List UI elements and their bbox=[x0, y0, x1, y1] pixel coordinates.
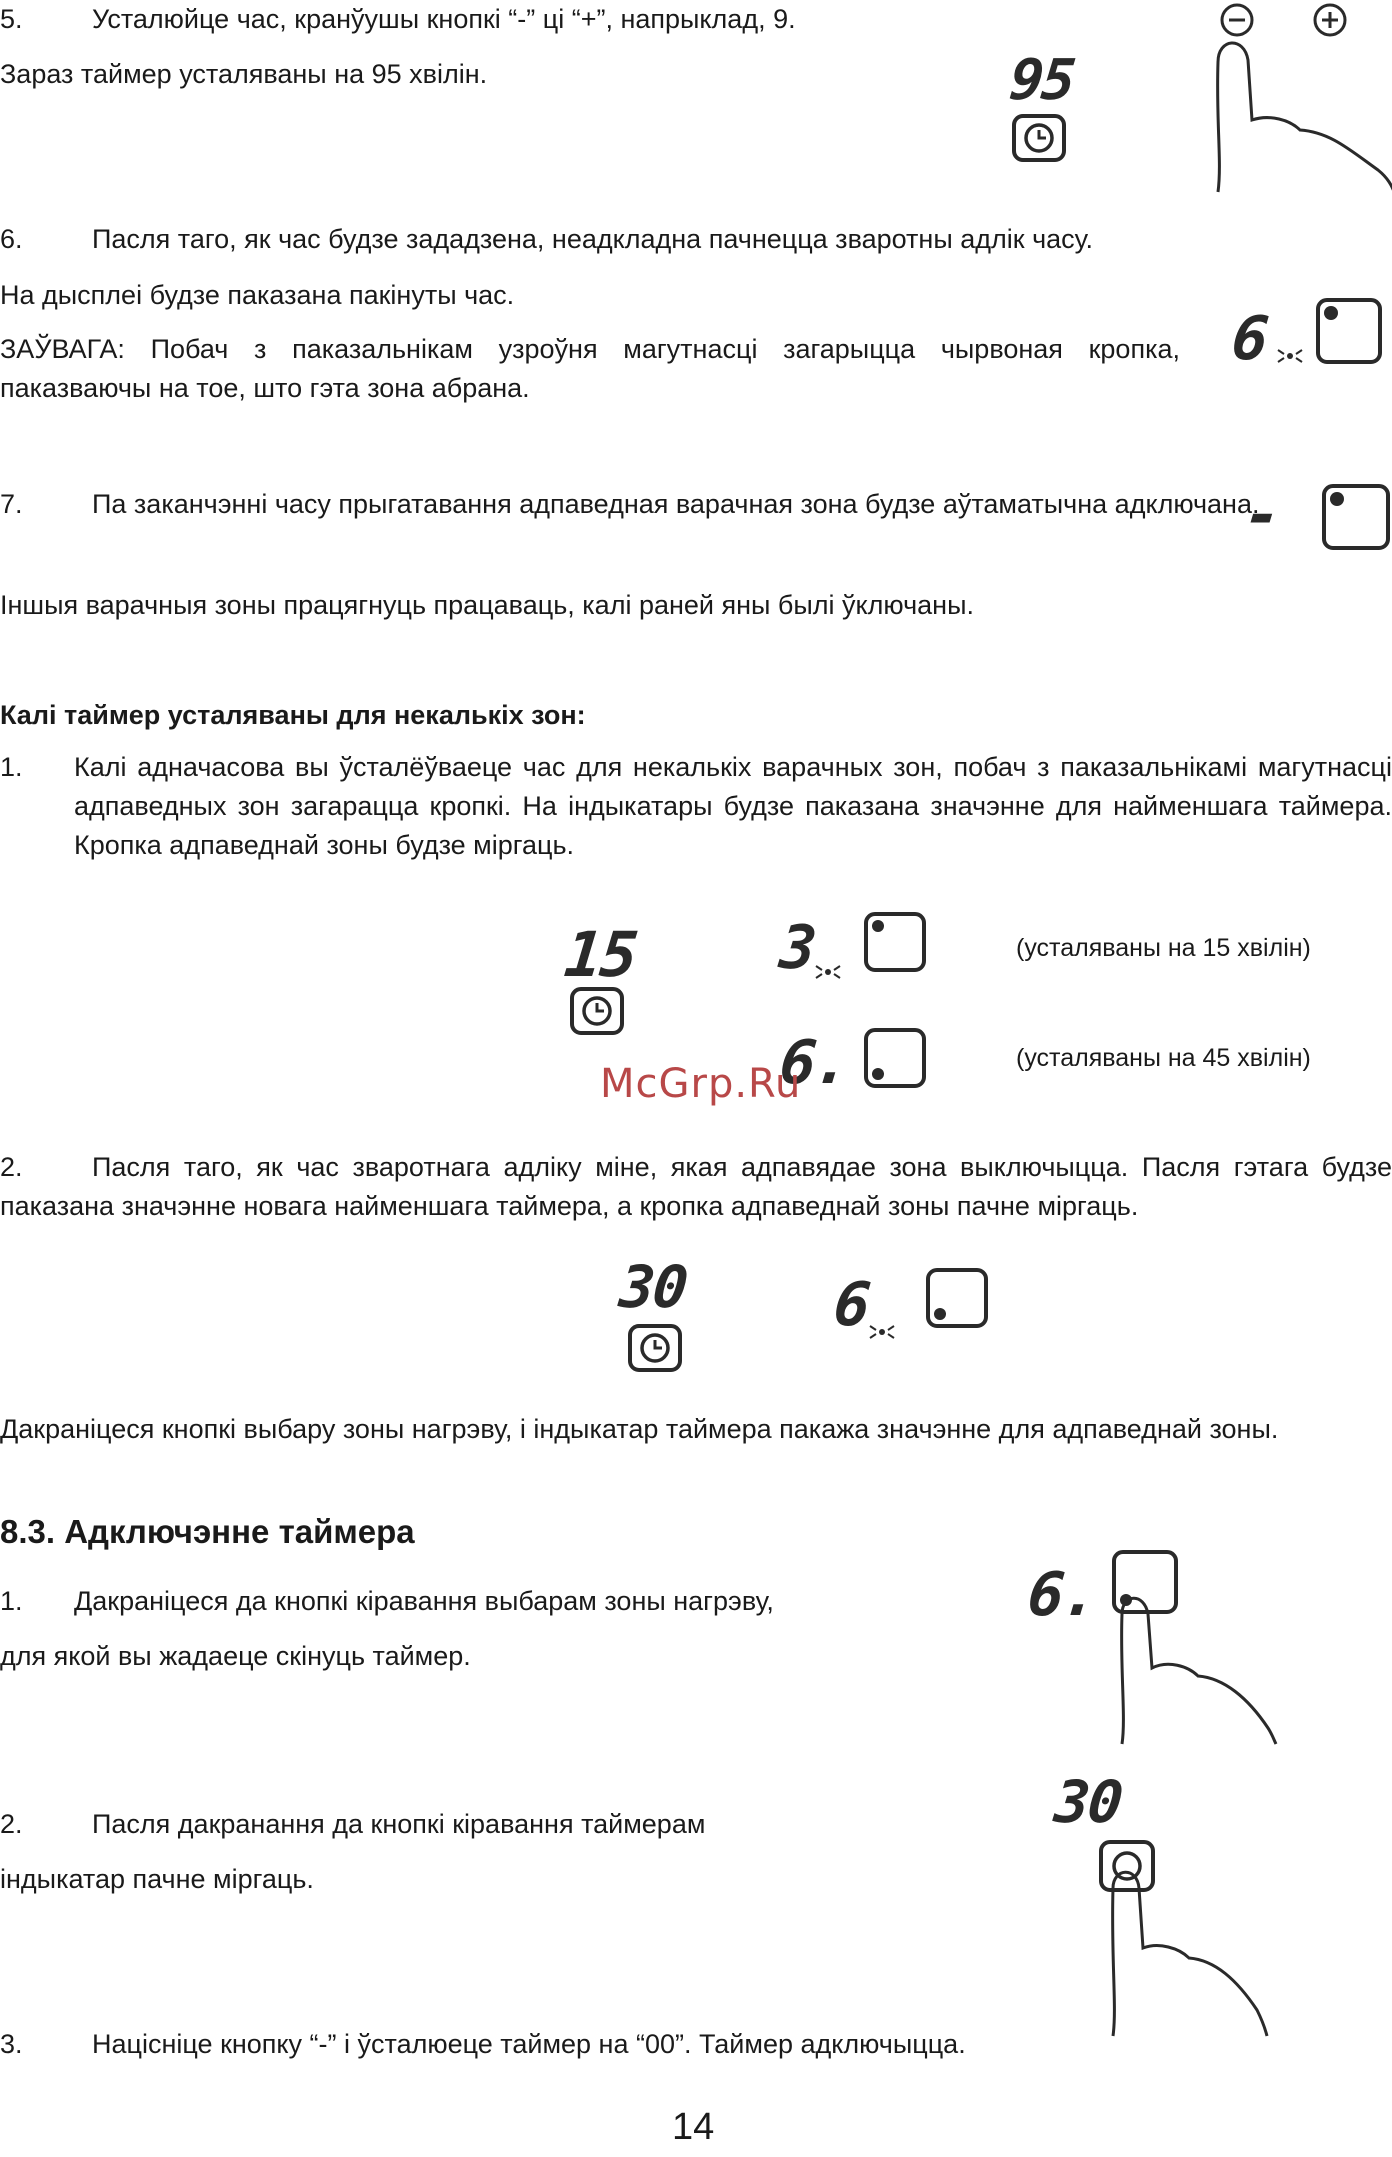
power-level-display: 6. bbox=[776, 1028, 852, 1098]
caption: (усталяваны на 45 хвілін) bbox=[1016, 1044, 1311, 1072]
step-number: 3. bbox=[0, 2029, 23, 2059]
paragraph: Зараз таймер усталяваны на 95 хвілін. bbox=[0, 59, 488, 89]
zone-square-icon bbox=[1320, 482, 1392, 552]
section-title: 8.3. Адключэнне таймера bbox=[0, 1513, 415, 1550]
paragraph: Пасля таго, як час будзе зададзена, неадкладна пачнецца зваротны адлік часу. bbox=[92, 224, 1093, 254]
clock-icon bbox=[568, 985, 628, 1037]
pointing-hand-icon bbox=[1095, 1838, 1270, 2038]
step-number: 1. bbox=[0, 752, 23, 782]
pointing-hand-icon bbox=[1108, 1548, 1278, 1746]
paragraph: Пасля дакранання да кнопкі кіравання таймерам bbox=[92, 1809, 706, 1839]
paragraph: Дакраніцеся да кнопкі кіравання выбарам зоны нагрэву, bbox=[74, 1586, 774, 1616]
step-number: 1. bbox=[0, 1586, 23, 1616]
paragraph: для якой вы жадаеце скінуць таймер. bbox=[0, 1641, 471, 1671]
page-number: 14 bbox=[672, 2106, 715, 2148]
step-number: 2. bbox=[0, 1809, 23, 1839]
blinking-dot-icon bbox=[862, 1310, 902, 1340]
paragraph: На дысплеі будзе паказана пакінуты час. bbox=[0, 280, 515, 310]
blinking-dot-icon bbox=[1270, 330, 1310, 366]
step-number: 6. bbox=[0, 224, 23, 254]
paragraph: Калі адначасова вы ўсталёўваеце час для некалькіх варачных зон, побач з паказальнікамі магутнасці адпаведных зон загарацца кропкі. На індыкатары будзе паказана значэнне для найменшага таймера. Кропка адпаведнай зоны будзе міргаць. bbox=[74, 752, 1392, 861]
section-heading: Калі таймер усталяваны для некалькіх зон: bbox=[0, 700, 586, 730]
timer-display: 30 bbox=[616, 1253, 690, 1321]
note-paragraph: ЗАЎВАГА: Побач з паказальнікам узроўня магутнасці загарыцца чырвоная кропка, паказваючы на тое, што гэта зона абрана. bbox=[0, 334, 1180, 404]
paragraph: Дакраніцеся кнопкі выбару зоны нагрэву, і індыкатар таймера пакажа значэнне для адпаведнай зоны. bbox=[0, 1414, 1279, 1444]
clock-icon bbox=[626, 1322, 686, 1374]
timer-display: 30 bbox=[1051, 1768, 1125, 1836]
timer-display: 15 bbox=[561, 918, 640, 991]
paragraph: індыкатар пачне міргаць. bbox=[0, 1864, 314, 1894]
power-level-display: 3 bbox=[776, 913, 818, 983]
caption: (усталяваны на 15 хвілін) bbox=[1016, 934, 1311, 962]
power-level-display: 6 bbox=[1228, 304, 1270, 374]
timer-display: 95 bbox=[1006, 48, 1077, 113]
paragraph: Пасля таго, як час зваротнага адліку міне, якая адпавядае зона выключыцца. Пасля гэтага будзе паказана значэнне новага найменшага таймера, а кропка адпаведнай зоны пачне міргаць. bbox=[0, 1152, 1392, 1222]
blinking-dot-icon bbox=[808, 950, 848, 980]
clock-icon bbox=[1101, 1842, 1153, 1890]
off-display: - bbox=[1240, 478, 1284, 551]
power-level-display: 6 bbox=[830, 1270, 872, 1340]
paragraph: Іншыя варачныя зоны працягнуць працаваць, калі раней яны былі ўключаны. bbox=[0, 590, 974, 620]
zone-square-icon bbox=[924, 1266, 990, 1330]
step-number: 5. bbox=[0, 4, 23, 34]
step-number: 7. bbox=[0, 489, 23, 519]
zone-square-icon bbox=[862, 1026, 928, 1090]
pointing-hand-icon bbox=[1200, 2, 1392, 197]
zone-square-icon bbox=[1314, 296, 1384, 366]
step-number: 2. bbox=[0, 1152, 23, 1182]
paragraph: Усталюйце час, кранўушы кнопкі “-” ці “+”, напрыклад, 9. bbox=[92, 4, 796, 34]
paragraph: Націсніце кнопку “-” і ўсталюеце таймер на “00”. Таймер адключыцца. bbox=[92, 2029, 966, 2059]
clock-icon bbox=[1010, 112, 1070, 164]
power-level-display: 6. bbox=[1024, 1560, 1100, 1630]
watermark: McGrp.Ru bbox=[600, 1061, 802, 1107]
zone-square-icon bbox=[862, 910, 928, 974]
paragraph: Па заканчэнні часу прыгатавання адпаведная варачная зона будзе аўтаматычна адключана. bbox=[92, 489, 1260, 519]
